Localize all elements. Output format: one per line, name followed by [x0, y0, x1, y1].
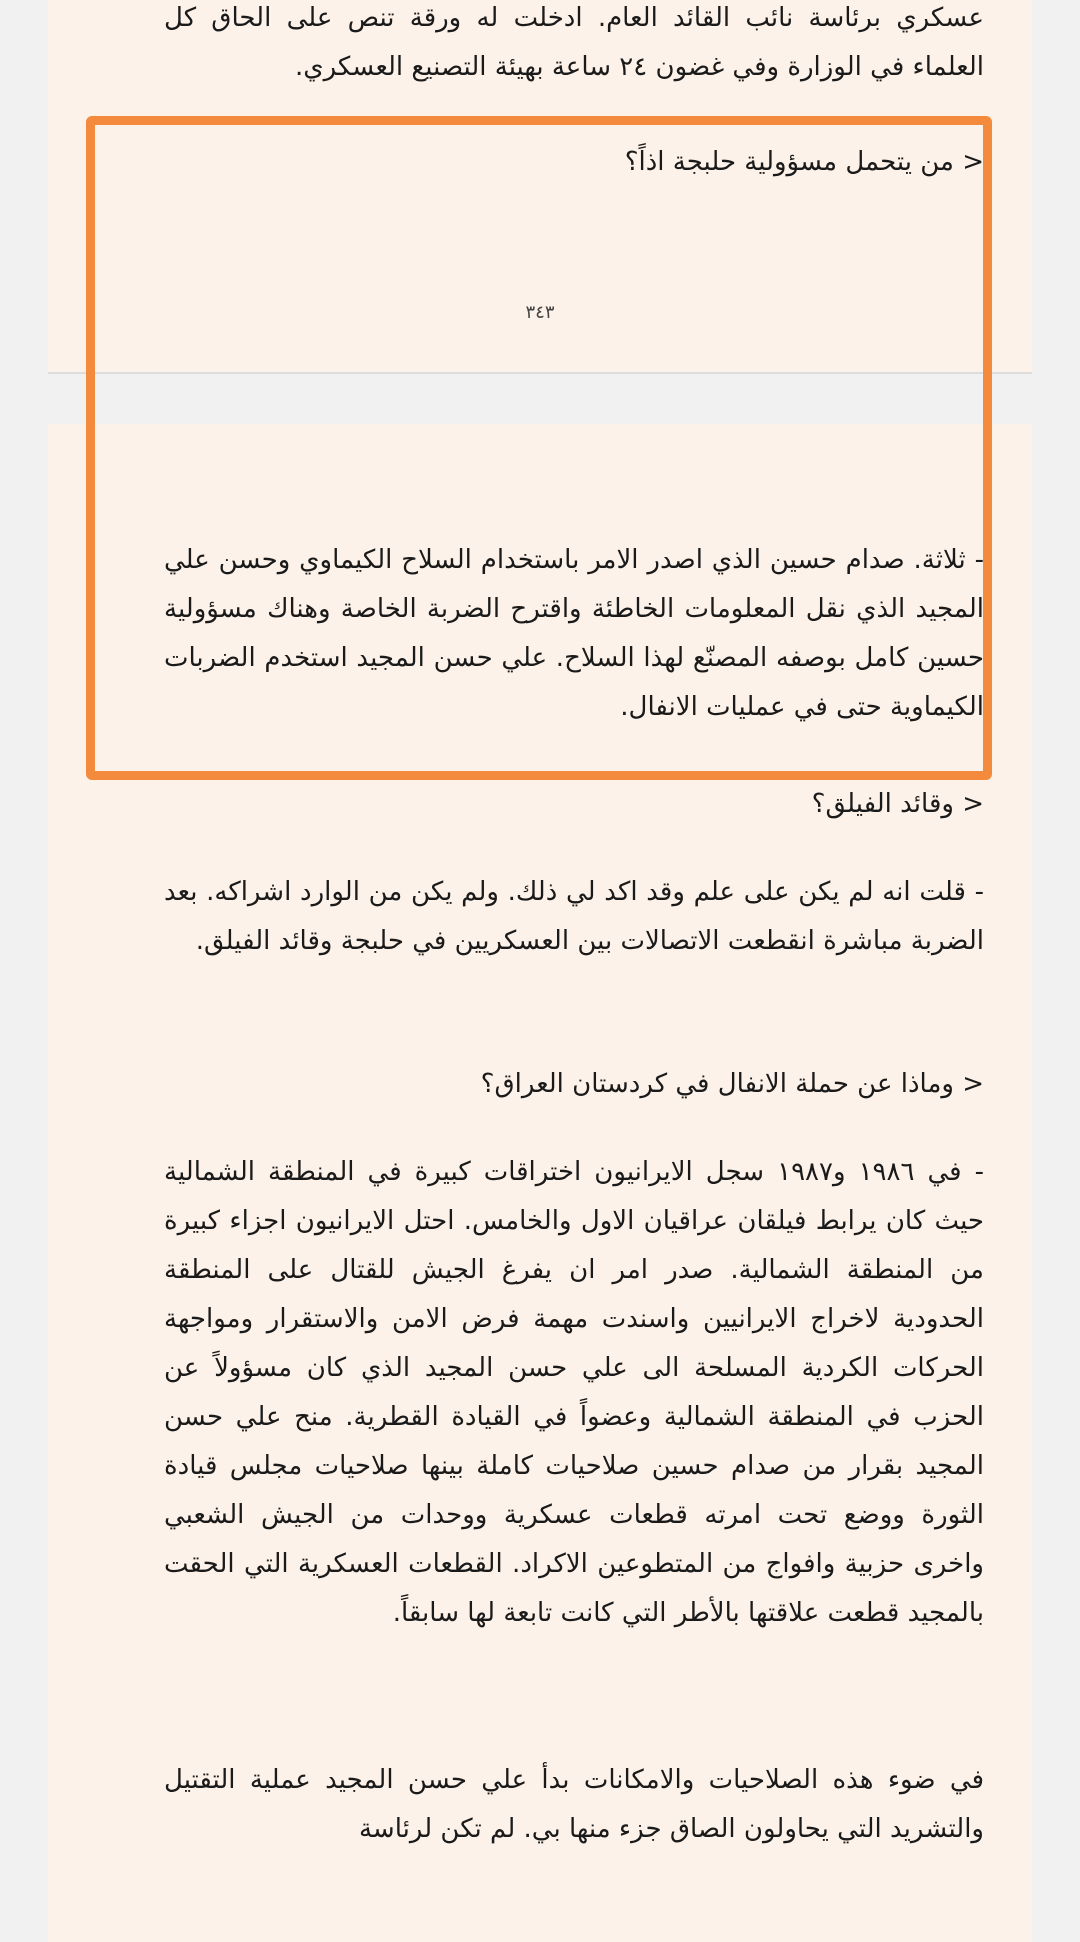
answer-anfal: - في ١٩٨٦ و١٩٨٧ سجل الايرانيون اختراقات كبيرة في المنطقة الشمالية حيث كان يرابط فيلقان عراقيان الاول والخامس. احتل الايرانيون اجزاء كبيرة من المنطقة الشمالية. صدر امر ان يفرغ الجيش للقتال على المنطقة الحدودية لاخراج الايرانيين واسندت مهمة فرض الامن والاستقرار ومواجهة الحركات الكردية المسلحة الى علي حسن المجيد الذي كان مسؤولاً عن الحزب في المنطقة الشمالية وعضواً في القيادة القطرية. منح علي حسن المجيد بقرار من صدام حسين صلاحيات كاملة بينها صلاحيات مجلس قيادة الثورة ووضع تحت امرته قطعات عسكرية ووحدات من الجيش الشعبي واخرى حزبية وافواج من المتطوعين الاكراد. القطعات العسكرية التي الحقت بالمجيد قطعت علاقتها بالأطر التي كانت تابعة لها سابقاً. [164, 1157, 984, 1628]
question-anfal: < وماذا عن حملة الانفال في كردستان العراق؟ [480, 1069, 984, 1099]
page-number: ٣٤٣ [525, 302, 555, 323]
paragraph-top: عسكري برئاسة نائب القائد العام. ادخلت له ورقة تنص على الحاق كل العلماء في الوزارة وفي غضون ٢٤ ساعة بهيئة التصنيع العسكري. [164, 3, 984, 82]
answer-corps-commander: - قلت انه لم يكن على علم وقد اكد لي ذلك. ولم يكن من الوارد اشراكه. بعد الضربة مباشرة انقطعت الاتصالات بين العسكريين في حلبجة وقائد الفيلق. [164, 877, 984, 956]
highlight-box [86, 116, 992, 780]
question-corps-commander: < وقائد الفيلق؟ [811, 789, 984, 819]
paragraph-bottom: في ضوء هذه الصلاحيات والامكانات بدأ علي حسن المجيد عملية التقتيل والتشريد التي يحاولون الصاق جزء منها بي. لم تكن لرئاسة [164, 1765, 984, 1844]
answer-halabja: - ثلاثة. صدام حسين الذي اصدر الامر باستخدام السلاح الكيماوي وحسن علي المجيد الذي نقل المعلومات الخاطئة واقترح الضربة الخاصة وهناك مسؤولية حسين كامل بوصفه المصنّع لهذا السلاح. علي حسن المجيد استخدم الضربات الكيماوية حتى في عمليات الانفال. [164, 545, 984, 722]
question-halabja: < من يتحمل مسؤولية حلبجة اذاً؟ [624, 147, 984, 177]
